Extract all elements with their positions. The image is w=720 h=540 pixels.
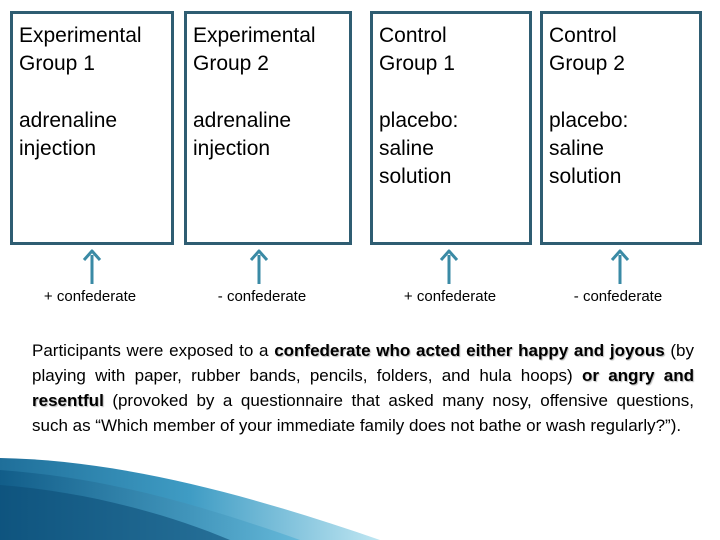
confederate-label: + confederate — [43, 288, 137, 305]
group-title-line1: Experimental — [193, 24, 316, 47]
up-arrow-icon — [244, 246, 274, 286]
treatment-line: placebo: — [379, 109, 459, 132]
treatment-line: adrenaline — [193, 109, 292, 132]
paragraph-text: (by playing with paper, rubber bands, pencils, folders, and hula hoops) — [32, 341, 694, 385]
treatment-line: saline — [379, 137, 434, 160]
up-arrow-icon — [605, 246, 635, 286]
confederate-label: - confederate — [573, 288, 663, 305]
treatment-line: solution — [379, 165, 452, 188]
treatment-line: solution — [549, 165, 622, 188]
group-title-line2: Group 2 — [549, 52, 625, 75]
treatment-line: injection — [19, 137, 97, 160]
highlight-angry: or angry and resentful — [32, 366, 694, 410]
group-box-control-2 — [540, 11, 702, 245]
description-paragraph — [32, 338, 694, 438]
up-arrow-icon — [77, 246, 107, 286]
group-title-line2: Group 2 — [193, 52, 269, 75]
treatment-line: injection — [193, 137, 271, 160]
up-arrow-icon — [434, 246, 464, 286]
highlight-happy: confederate who acted either happy and joyous — [274, 341, 665, 360]
group-box-experimental-1 — [10, 11, 174, 245]
group-title-line1: Control — [379, 24, 447, 47]
treatment-line: adrenaline — [19, 109, 118, 132]
treatment-line: placebo: — [549, 109, 629, 132]
confederate-label: - confederate — [217, 288, 307, 305]
paragraph-text: (provoked by a questionnaire that asked many nosy, offensive questions, such as “Which member of your immediate family does not bathe or wash regularly?”). — [32, 391, 694, 435]
paragraph-text: Participants were exposed to a — [32, 341, 275, 360]
decorative-swoosh — [0, 440, 380, 540]
group-title-line2: Group 1 — [379, 52, 455, 75]
group-box-control-1 — [370, 11, 532, 245]
group-title-line1: Experimental — [19, 24, 142, 47]
treatment-line: saline — [549, 137, 604, 160]
group-title-line1: Control — [549, 24, 617, 47]
confederate-label: + confederate — [403, 288, 497, 305]
group-box-experimental-2 — [184, 11, 352, 245]
group-title-line2: Group 1 — [19, 52, 95, 75]
